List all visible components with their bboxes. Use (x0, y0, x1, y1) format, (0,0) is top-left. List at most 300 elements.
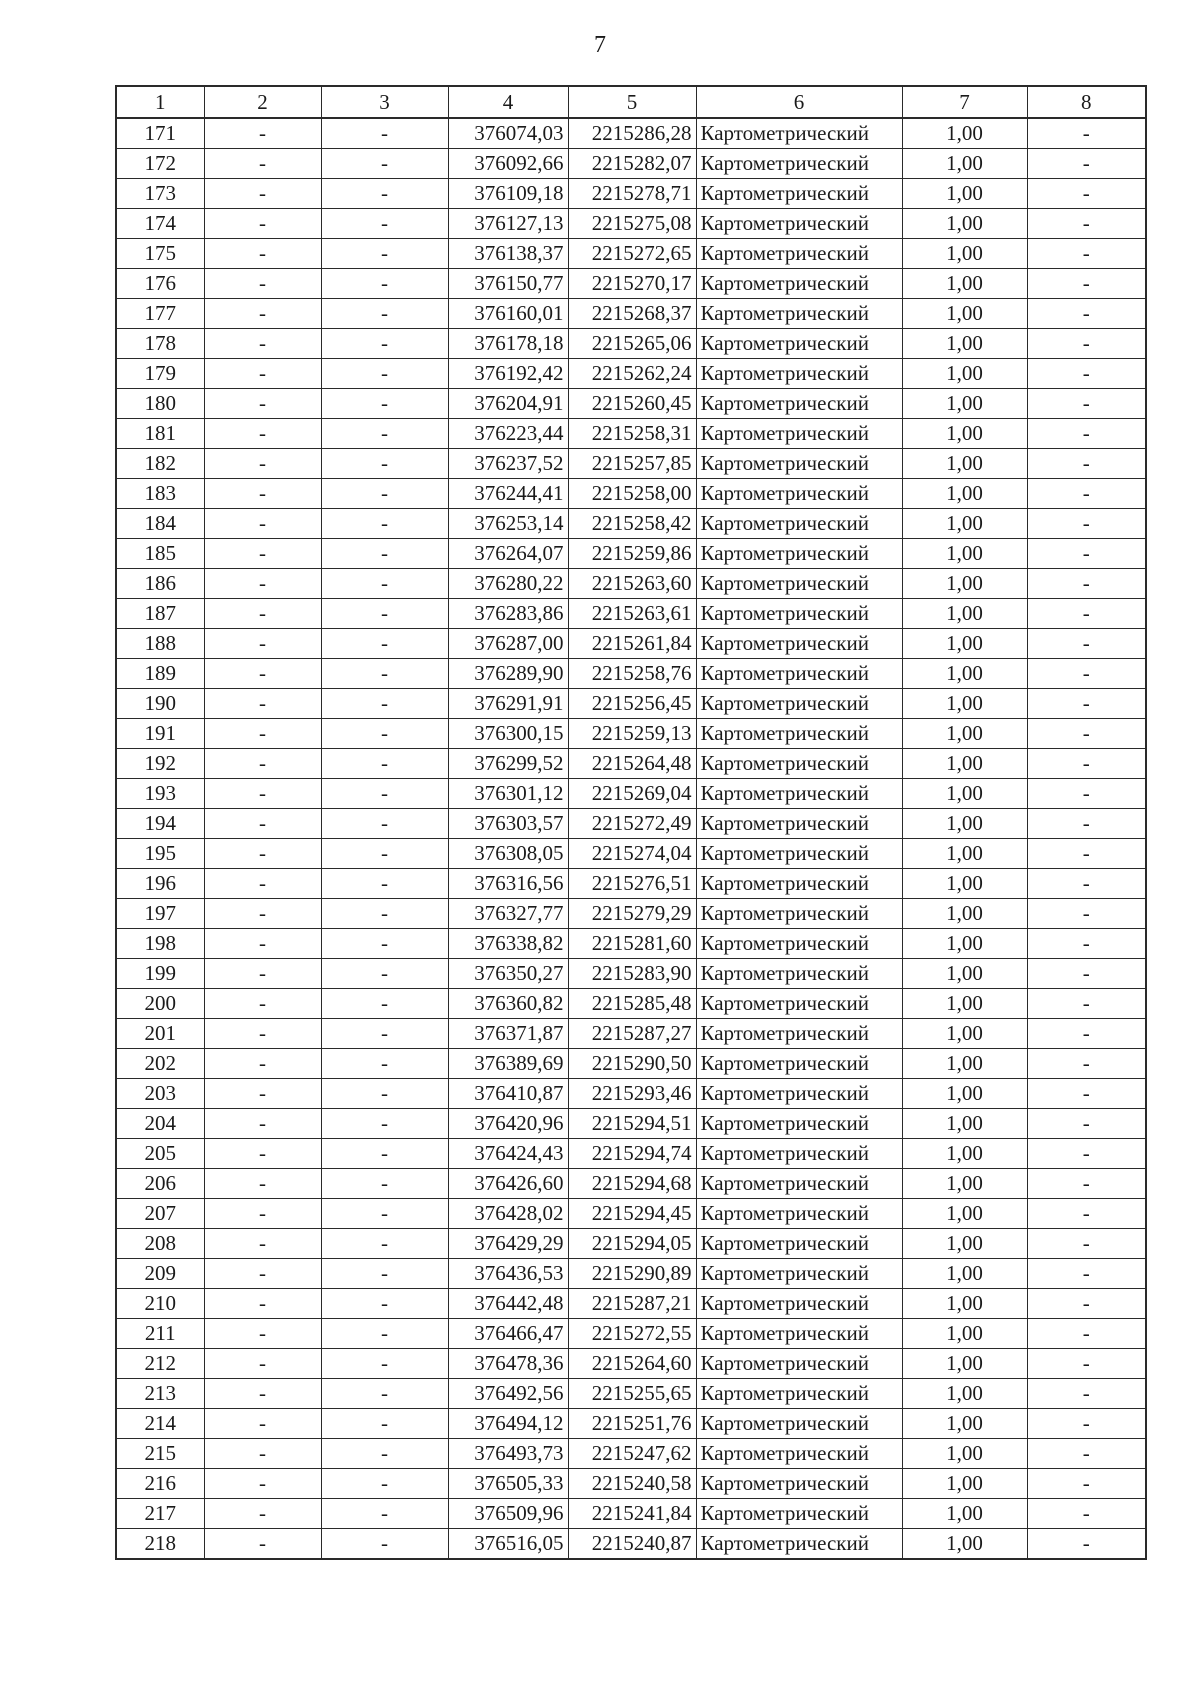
col2-cell: - (204, 569, 321, 599)
method-cell: Картометрический (696, 509, 902, 539)
y-coordinate-cell: 2215294,05 (568, 1229, 696, 1259)
y-coordinate-cell: 2215265,06 (568, 329, 696, 359)
x-coordinate-cell: 376291,91 (448, 689, 568, 719)
y-coordinate-cell: 2215256,45 (568, 689, 696, 719)
method-cell: Картометрический (696, 179, 902, 209)
x-coordinate-cell: 376466,47 (448, 1319, 568, 1349)
y-coordinate-cell: 2215261,84 (568, 629, 696, 659)
x-coordinate-cell: 376178,18 (448, 329, 568, 359)
col3-cell: - (321, 1319, 448, 1349)
method-cell: Картометрический (696, 1439, 902, 1469)
x-coordinate-cell: 376428,02 (448, 1199, 568, 1229)
col8-cell: - (1027, 689, 1146, 719)
col3-cell: - (321, 1139, 448, 1169)
y-coordinate-cell: 2215263,60 (568, 569, 696, 599)
point-number-cell: 191 (116, 719, 204, 749)
col8-cell: - (1027, 509, 1146, 539)
y-coordinate-cell: 2215259,13 (568, 719, 696, 749)
method-cell: Картометрический (696, 449, 902, 479)
col2-cell: - (204, 509, 321, 539)
method-cell: Картометрический (696, 118, 902, 149)
accuracy-cell: 1,00 (902, 149, 1027, 179)
x-coordinate-cell: 376410,87 (448, 1079, 568, 1109)
col3-cell: - (321, 659, 448, 689)
col2-cell: - (204, 299, 321, 329)
method-cell: Картометрический (696, 359, 902, 389)
method-cell: Картометрический (696, 269, 902, 299)
table-row (116, 629, 1146, 659)
col3-cell: - (321, 449, 448, 479)
x-coordinate-cell: 376516,05 (448, 1529, 568, 1560)
accuracy-cell: 1,00 (902, 1439, 1027, 1469)
point-number-cell: 189 (116, 659, 204, 689)
col8-cell: - (1027, 449, 1146, 479)
x-coordinate-cell: 376494,12 (448, 1409, 568, 1439)
x-coordinate-cell: 376287,00 (448, 629, 568, 659)
col8-cell: - (1027, 779, 1146, 809)
col3-cell: - (321, 1379, 448, 1409)
point-number-cell: 178 (116, 329, 204, 359)
x-coordinate-cell: 376253,14 (448, 509, 568, 539)
x-coordinate-cell: 376303,57 (448, 809, 568, 839)
table-body (116, 118, 1146, 1559)
accuracy-cell: 1,00 (902, 869, 1027, 899)
table-row (116, 269, 1146, 299)
col3-cell: - (321, 389, 448, 419)
col8-cell: - (1027, 1259, 1146, 1289)
y-coordinate-cell: 2215272,49 (568, 809, 696, 839)
x-coordinate-cell: 376371,87 (448, 1019, 568, 1049)
y-coordinate-cell: 2215279,29 (568, 899, 696, 929)
point-number-cell: 172 (116, 149, 204, 179)
col8-cell: - (1027, 118, 1146, 149)
method-cell: Картометрический (696, 1169, 902, 1199)
accuracy-cell: 1,00 (902, 359, 1027, 389)
x-coordinate-cell: 376300,15 (448, 719, 568, 749)
accuracy-cell: 1,00 (902, 929, 1027, 959)
y-coordinate-cell: 2215290,50 (568, 1049, 696, 1079)
point-number-cell: 217 (116, 1499, 204, 1529)
col3-cell: - (321, 929, 448, 959)
point-number-cell: 190 (116, 689, 204, 719)
point-number-cell: 175 (116, 239, 204, 269)
col8-cell: - (1027, 719, 1146, 749)
col8-cell: - (1027, 659, 1146, 689)
method-cell: Картометрический (696, 1289, 902, 1319)
accuracy-cell: 1,00 (902, 419, 1027, 449)
table-row (116, 329, 1146, 359)
method-cell: Картометрический (696, 209, 902, 239)
y-coordinate-cell: 2215286,28 (568, 118, 696, 149)
table-row (116, 1079, 1146, 1109)
table-row (116, 1289, 1146, 1319)
x-coordinate-cell: 376223,44 (448, 419, 568, 449)
y-coordinate-cell: 2215260,45 (568, 389, 696, 419)
col3-cell: - (321, 1349, 448, 1379)
col8-cell: - (1027, 1199, 1146, 1229)
x-coordinate-cell: 376150,77 (448, 269, 568, 299)
method-cell: Картометрический (696, 479, 902, 509)
accuracy-cell: 1,00 (902, 659, 1027, 689)
method-cell: Картометрический (696, 1349, 902, 1379)
col8-cell: - (1027, 809, 1146, 839)
col3-cell: - (321, 1439, 448, 1469)
x-coordinate-cell: 376350,27 (448, 959, 568, 989)
col3-cell: - (321, 749, 448, 779)
col8-cell: - (1027, 1139, 1146, 1169)
y-coordinate-cell: 2215247,62 (568, 1439, 696, 1469)
table-row (116, 1109, 1146, 1139)
method-cell: Картометрический (696, 1139, 902, 1169)
col2-cell: - (204, 539, 321, 569)
coordinates-table (115, 85, 1147, 1560)
point-number-cell: 204 (116, 1109, 204, 1139)
point-number-cell: 173 (116, 179, 204, 209)
y-coordinate-cell: 2215258,76 (568, 659, 696, 689)
table-row (116, 1139, 1146, 1169)
table-row (116, 1229, 1146, 1259)
method-cell: Картометрический (696, 779, 902, 809)
method-cell: Картометрический (696, 899, 902, 929)
col8-cell: - (1027, 149, 1146, 179)
col2-cell: - (204, 1439, 321, 1469)
col8-cell: - (1027, 629, 1146, 659)
col3-cell: - (321, 959, 448, 989)
col2-cell: - (204, 209, 321, 239)
y-coordinate-cell: 2215264,60 (568, 1349, 696, 1379)
col8-cell: - (1027, 359, 1146, 389)
x-coordinate-cell: 376264,07 (448, 539, 568, 569)
table-row (116, 689, 1146, 719)
table-row (116, 1169, 1146, 1199)
table-row (116, 1049, 1146, 1079)
col2-cell: - (204, 659, 321, 689)
point-number-cell: 198 (116, 929, 204, 959)
y-coordinate-cell: 2215240,87 (568, 1529, 696, 1560)
method-cell: Картометрический (696, 719, 902, 749)
table-row (116, 869, 1146, 899)
accuracy-cell: 1,00 (902, 1019, 1027, 1049)
accuracy-cell: 1,00 (902, 1409, 1027, 1439)
col3-cell: - (321, 1199, 448, 1229)
method-cell: Картометрический (696, 149, 902, 179)
col2-cell: - (204, 1409, 321, 1439)
method-cell: Картометрический (696, 959, 902, 989)
accuracy-cell: 1,00 (902, 539, 1027, 569)
col2-cell: - (204, 359, 321, 389)
x-coordinate-cell: 376426,60 (448, 1169, 568, 1199)
accuracy-cell: 1,00 (902, 599, 1027, 629)
col2-cell: - (204, 779, 321, 809)
method-cell: Картометрический (696, 989, 902, 1019)
col2-cell: - (204, 599, 321, 629)
col8-cell: - (1027, 329, 1146, 359)
accuracy-cell: 1,00 (902, 1259, 1027, 1289)
method-cell: Картометрический (696, 1379, 902, 1409)
method-cell: Картометрический (696, 689, 902, 719)
col8-cell: - (1027, 869, 1146, 899)
accuracy-cell: 1,00 (902, 118, 1027, 149)
table-row (116, 1469, 1146, 1499)
col2-cell: - (204, 149, 321, 179)
col8-cell: - (1027, 1169, 1146, 1199)
col8-cell: - (1027, 989, 1146, 1019)
point-number-cell: 185 (116, 539, 204, 569)
column-header: 4 (448, 86, 568, 118)
x-coordinate-cell: 376420,96 (448, 1109, 568, 1139)
point-number-cell: 171 (116, 118, 204, 149)
point-number-cell: 176 (116, 269, 204, 299)
table-row (116, 989, 1146, 1019)
x-coordinate-cell: 376493,73 (448, 1439, 568, 1469)
col3-cell: - (321, 599, 448, 629)
accuracy-cell: 1,00 (902, 1169, 1027, 1199)
point-number-cell: 196 (116, 869, 204, 899)
method-cell: Картометрический (696, 569, 902, 599)
y-coordinate-cell: 2215275,08 (568, 209, 696, 239)
method-cell: Картометрический (696, 659, 902, 689)
col3-cell: - (321, 809, 448, 839)
method-cell: Картометрический (696, 1499, 902, 1529)
col2-cell: - (204, 629, 321, 659)
table-row (116, 1409, 1146, 1439)
y-coordinate-cell: 2215287,27 (568, 1019, 696, 1049)
point-number-cell: 215 (116, 1439, 204, 1469)
method-cell: Картометрический (696, 929, 902, 959)
x-coordinate-cell: 376442,48 (448, 1289, 568, 1319)
table-row (116, 659, 1146, 689)
y-coordinate-cell: 2215281,60 (568, 929, 696, 959)
table-row (116, 1349, 1146, 1379)
x-coordinate-cell: 376192,42 (448, 359, 568, 389)
method-cell: Картометрический (696, 299, 902, 329)
accuracy-cell: 1,00 (902, 1199, 1027, 1229)
table-row (116, 1499, 1146, 1529)
y-coordinate-cell: 2215240,58 (568, 1469, 696, 1499)
method-cell: Картометрический (696, 329, 902, 359)
col2-cell: - (204, 1289, 321, 1319)
col3-cell: - (321, 899, 448, 929)
col2-cell: - (204, 118, 321, 149)
y-coordinate-cell: 2215268,37 (568, 299, 696, 329)
x-coordinate-cell: 376237,52 (448, 449, 568, 479)
table-row (116, 929, 1146, 959)
col2-cell: - (204, 839, 321, 869)
col3-cell: - (321, 1169, 448, 1199)
header-row (116, 86, 1146, 118)
col3-cell: - (321, 1529, 448, 1560)
col8-cell: - (1027, 1409, 1146, 1439)
method-cell: Картометрический (696, 1409, 902, 1439)
point-number-cell: 192 (116, 749, 204, 779)
method-cell: Картометрический (696, 839, 902, 869)
x-coordinate-cell: 376109,18 (448, 179, 568, 209)
table-row (116, 1019, 1146, 1049)
accuracy-cell: 1,00 (902, 629, 1027, 659)
x-coordinate-cell: 376389,69 (448, 1049, 568, 1079)
table-row (116, 449, 1146, 479)
col2-cell: - (204, 269, 321, 299)
col3-cell: - (321, 359, 448, 389)
accuracy-cell: 1,00 (902, 1109, 1027, 1139)
col2-cell: - (204, 419, 321, 449)
col8-cell: - (1027, 899, 1146, 929)
col8-cell: - (1027, 539, 1146, 569)
col8-cell: - (1027, 749, 1146, 779)
point-number-cell: 212 (116, 1349, 204, 1379)
col3-cell: - (321, 839, 448, 869)
point-number-cell: 195 (116, 839, 204, 869)
y-coordinate-cell: 2215278,71 (568, 179, 696, 209)
col8-cell: - (1027, 1349, 1146, 1379)
method-cell: Картометрический (696, 419, 902, 449)
col2-cell: - (204, 929, 321, 959)
table-row (116, 779, 1146, 809)
method-cell: Картометрический (696, 1469, 902, 1499)
col8-cell: - (1027, 1529, 1146, 1560)
accuracy-cell: 1,00 (902, 479, 1027, 509)
y-coordinate-cell: 2215294,51 (568, 1109, 696, 1139)
y-coordinate-cell: 2215282,07 (568, 149, 696, 179)
accuracy-cell: 1,00 (902, 689, 1027, 719)
col2-cell: - (204, 1139, 321, 1169)
point-number-cell: 193 (116, 779, 204, 809)
table-row (116, 239, 1146, 269)
table-row (116, 569, 1146, 599)
y-coordinate-cell: 2215283,90 (568, 959, 696, 989)
method-cell: Картометрический (696, 1259, 902, 1289)
accuracy-cell: 1,00 (902, 239, 1027, 269)
col3-cell: - (321, 209, 448, 239)
table-row (116, 719, 1146, 749)
point-number-cell: 194 (116, 809, 204, 839)
point-number-cell: 201 (116, 1019, 204, 1049)
col2-cell: - (204, 1259, 321, 1289)
method-cell: Картометрический (696, 1019, 902, 1049)
x-coordinate-cell: 376092,66 (448, 149, 568, 179)
x-coordinate-cell: 376283,86 (448, 599, 568, 629)
accuracy-cell: 1,00 (902, 1079, 1027, 1109)
table-row (116, 839, 1146, 869)
col8-cell: - (1027, 479, 1146, 509)
table-row (116, 539, 1146, 569)
col8-cell: - (1027, 299, 1146, 329)
point-number-cell: 180 (116, 389, 204, 419)
method-cell: Картометрический (696, 1049, 902, 1079)
accuracy-cell: 1,00 (902, 209, 1027, 239)
table-row (116, 419, 1146, 449)
col8-cell: - (1027, 209, 1146, 239)
accuracy-cell: 1,00 (902, 1049, 1027, 1079)
table-row (116, 1199, 1146, 1229)
accuracy-cell: 1,00 (902, 569, 1027, 599)
col8-cell: - (1027, 1379, 1146, 1409)
point-number-cell: 202 (116, 1049, 204, 1079)
col3-cell: - (321, 539, 448, 569)
col3-cell: - (321, 179, 448, 209)
x-coordinate-cell: 376360,82 (448, 989, 568, 1019)
accuracy-cell: 1,00 (902, 719, 1027, 749)
accuracy-cell: 1,00 (902, 1469, 1027, 1499)
col3-cell: - (321, 1229, 448, 1259)
table-row (116, 299, 1146, 329)
point-number-cell: 216 (116, 1469, 204, 1499)
col3-cell: - (321, 869, 448, 899)
table-row (116, 809, 1146, 839)
col2-cell: - (204, 809, 321, 839)
col3-cell: - (321, 1019, 448, 1049)
column-header: 3 (321, 86, 448, 118)
method-cell: Картометрический (696, 629, 902, 659)
method-cell: Картометрический (696, 389, 902, 419)
table-row (116, 1259, 1146, 1289)
col3-cell: - (321, 1409, 448, 1439)
x-coordinate-cell: 376338,82 (448, 929, 568, 959)
col2-cell: - (204, 899, 321, 929)
table-row (116, 899, 1146, 929)
column-header: 2 (204, 86, 321, 118)
col2-cell: - (204, 1169, 321, 1199)
accuracy-cell: 1,00 (902, 1319, 1027, 1349)
x-coordinate-cell: 376299,52 (448, 749, 568, 779)
table-row (116, 179, 1146, 209)
col2-cell: - (204, 1319, 321, 1349)
point-number-cell: 179 (116, 359, 204, 389)
point-number-cell: 184 (116, 509, 204, 539)
y-coordinate-cell: 2215285,48 (568, 989, 696, 1019)
col3-cell: - (321, 1289, 448, 1319)
col8-cell: - (1027, 1469, 1146, 1499)
y-coordinate-cell: 2215251,76 (568, 1409, 696, 1439)
col8-cell: - (1027, 1499, 1146, 1529)
y-coordinate-cell: 2215272,55 (568, 1319, 696, 1349)
accuracy-cell: 1,00 (902, 1349, 1027, 1379)
y-coordinate-cell: 2215290,89 (568, 1259, 696, 1289)
col8-cell: - (1027, 1049, 1146, 1079)
x-coordinate-cell: 376509,96 (448, 1499, 568, 1529)
col2-cell: - (204, 719, 321, 749)
y-coordinate-cell: 2215294,45 (568, 1199, 696, 1229)
point-number-cell: 203 (116, 1079, 204, 1109)
col3-cell: - (321, 989, 448, 1019)
x-coordinate-cell: 376316,56 (448, 869, 568, 899)
page-number: 7 (594, 32, 606, 58)
x-coordinate-cell: 376127,13 (448, 209, 568, 239)
point-number-cell: 213 (116, 1379, 204, 1409)
table-row (116, 1529, 1146, 1560)
col2-cell: - (204, 1079, 321, 1109)
y-coordinate-cell: 2215255,65 (568, 1379, 696, 1409)
point-number-cell: 218 (116, 1529, 204, 1560)
x-coordinate-cell: 376436,53 (448, 1259, 568, 1289)
col3-cell: - (321, 1079, 448, 1109)
method-cell: Картометрический (696, 1529, 902, 1560)
col2-cell: - (204, 1109, 321, 1139)
col2-cell: - (204, 1499, 321, 1529)
col2-cell: - (204, 1469, 321, 1499)
y-coordinate-cell: 2215287,21 (568, 1289, 696, 1319)
method-cell: Картометрический (696, 599, 902, 629)
accuracy-cell: 1,00 (902, 1379, 1027, 1409)
point-number-cell: 211 (116, 1319, 204, 1349)
col8-cell: - (1027, 1289, 1146, 1319)
point-number-cell: 197 (116, 899, 204, 929)
table-row (116, 209, 1146, 239)
x-coordinate-cell: 376429,29 (448, 1229, 568, 1259)
table-row (116, 1319, 1146, 1349)
col8-cell: - (1027, 1019, 1146, 1049)
col2-cell: - (204, 959, 321, 989)
